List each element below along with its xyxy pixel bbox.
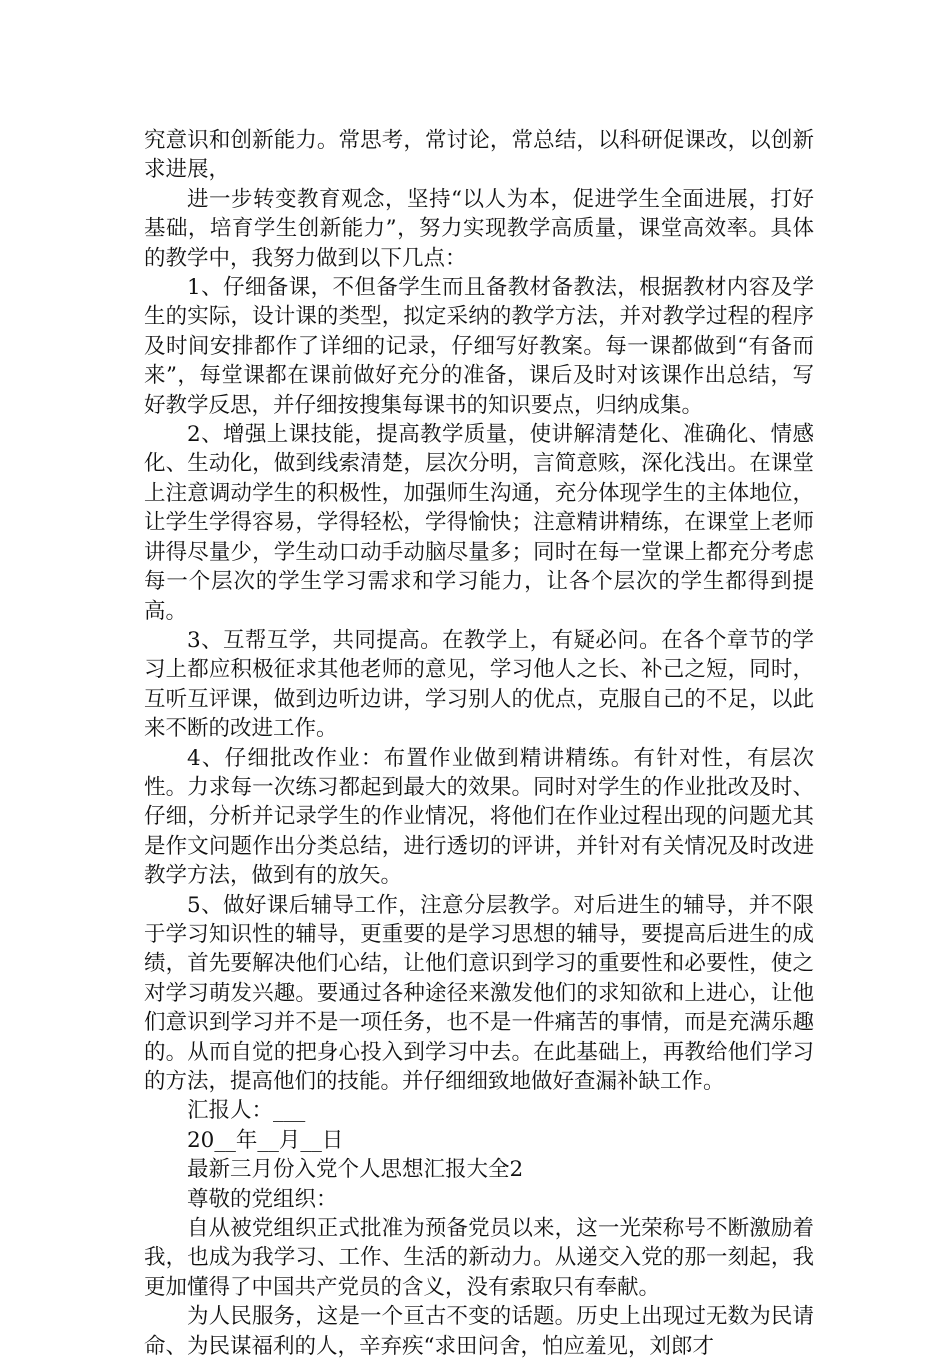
reporter-line: 汇报人：___ [187, 1098, 306, 1124]
paragraph-point-4: 4、仔细批改作业：布置作业做到精讲精练。有针对性，有层次性。力求每一次练习都起到最大的效果。同时对学生的作业批改及时、仔细，分析并记录学生的作业情况，将他们在作业过程出现的问题尤其是作文问题作出分类总结，进行透切的评讲，并针对有关情况及时改进教学方法，做到有的放矢。 [144, 745, 814, 889]
paragraph-point-5: 5、做好课后辅导工作，注意分层教学。对后进生的辅导，并不限于学习知识性的辅导，更重要的是学习思想的辅导，要提高后进生的成绩，首先要解决他们心结，让他们意识到学习的重要性和必要性，使之对学习萌发兴趣。要通过各种途径来激发他们的求知欲和上进心，让他们意识到学习并不是一项任务，也不是一件痛苦的事情，而是充满乐趣的。从而自觉的把身心投入到学习中去。在此基础上，再教给他们学习的方法，提高他们的技能。并仔细细致地做好查漏补缺工作。 [144, 892, 814, 1094]
paragraph-point-2: 2、增强上课技能，提高教学质量，使讲解清楚化、准确化、情感化、生动化，做到线索清楚，层次分明，言简意赅，深化浅出。在课堂上注意调动学生的积极性，加强师生沟通，充分体现学生的主体地位，让学生学得容易，学得轻松，学得愉快；注意精讲精练，在课堂上老师讲得尽量少，学生动口动手动脑尽量多；同时在每一堂课上都充分考虑每一个层次的学生学习需求和学习能力，让各个层次的学生都得到提高。 [144, 422, 814, 624]
section-title: 最新三月份入党个人思想汇报大全2 [187, 1157, 524, 1183]
paragraph-point-1: 1、仔细备课，不但备学生而且备教材备教法，根据教材内容及学生的实际，设计课的类型，拟定采纳的教学方法，并对教学过程的程序及时间安排都作了详细的记录，仔细写好教案。每一课都做到“有备而来”，每堂课都在课前做好充分的准备，课后及时对该课作出总结，写好教学反思，并仔细按搜集每课书的知识要点，归纳成集。 [144, 275, 814, 418]
salutation: 尊敬的党组织： [187, 1186, 338, 1212]
paragraph-point-3: 3、互帮互学，共同提高。在教学上，有疑必问。在各个章节的学习上都应积极征求其他老师的意见，学习他人之长、补己之短，同时，互听互评课，做到边听边讲，学习别人的优点，克服自己的不足，以此来不断的改进工作。 [144, 627, 814, 742]
date-line: 20__年__月__日 [187, 1127, 344, 1153]
paragraph-teaching-philosophy: 进一步转变教育观念，坚持“以人为本，促进学生全面进展，打好基础，培育学生创新能力”，努力实现教学高质量，课堂高效率。具体的教学中，我努力做到以下几点： [144, 186, 814, 271]
document-body [144, 126, 814, 1361]
paragraph-continuation: 究意识和创新能力。常思考，常讨论，常总结，以科研促课改，以创新求进展， [144, 128, 814, 183]
paragraph-probationary-member: 自从被党组织正式批准为预备党员以来，这一光荣称号不断激励着我，也成为我学习、工作、生活的新动力。从递交入党的那一刻起，我更加懂得了中国共产党员的含义，没有索取只有奉献。 [144, 1216, 814, 1300]
paragraph-serve-people: 为人民服务，这是一个亘古不变的话题。历史上出现过无数为民请命、为民谋福利的人，辛弃疾“求田问舍，怕应羞见，刘郎才 [144, 1304, 814, 1359]
